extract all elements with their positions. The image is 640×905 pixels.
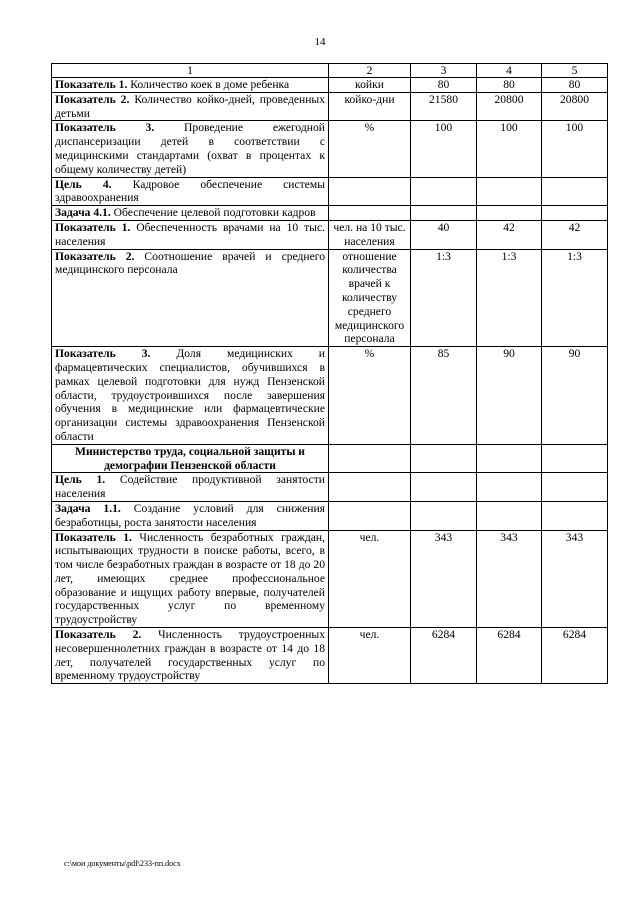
indicator-label: Показатель 3.: [55, 121, 155, 135]
indicator-cell: [52, 206, 329, 221]
table-row: [52, 78, 608, 93]
table-row: [52, 249, 608, 347]
value-cell: 1:3: [411, 249, 477, 347]
indicator-text: Содействие продуктивной занятости населения: [55, 473, 325, 501]
unit-cell: [329, 501, 411, 530]
indicator-cell: [52, 628, 329, 684]
value-cell: 1:3: [477, 249, 542, 347]
table-row: [52, 530, 608, 628]
table-row: [52, 121, 608, 177]
unit-cell: чел.: [329, 628, 411, 684]
value-cell: 90: [542, 347, 608, 445]
value-cell: 85: [411, 347, 477, 445]
value-cell: 100: [542, 121, 608, 177]
unit-cell: чел.: [329, 530, 411, 628]
value-cell: 20800: [477, 92, 542, 121]
value-cell: 100: [477, 121, 542, 177]
value-cell: 42: [542, 220, 608, 249]
unit-cell: [329, 177, 411, 206]
indicator-label: Задача 1.1.: [55, 501, 121, 515]
value-cell: [477, 177, 542, 206]
indicator-cell: [52, 177, 329, 206]
indicator-cell: [52, 530, 329, 628]
value-cell: 6284: [477, 628, 542, 684]
indicator-label: Показатель 1.: [55, 220, 131, 234]
table-row: [52, 220, 608, 249]
value-cell: [542, 206, 608, 221]
value-cell: [542, 501, 608, 530]
unit-cell: чел. на 10 тыс. населения: [329, 220, 411, 249]
empty-cell: [411, 444, 477, 473]
value-cell: [411, 501, 477, 530]
indicator-text: Обеспечение целевой подготовки кадров: [110, 206, 316, 220]
unit-cell: отношение количества врачей к количеству среднего медицинского персонала: [329, 249, 411, 347]
value-cell: 90: [477, 347, 542, 445]
value-cell: 21580: [411, 92, 477, 121]
indicator-cell: [52, 78, 329, 93]
indicator-text: Доля медицинских и фармацевтических специалистов, обучившихся в рамках целевой подготовки для нужд Пензенской области, трудоустроившихся после завершения обучения в медицинские или фармацевтические организации системы здравоохранения Пензенской области: [55, 347, 325, 443]
indicator-text: Численность безработных граждан, испытывающих трудности в поиске работы, всего, в том числе безработных граждан в возрасте от 18 до 20 лет, имеющих среднее профессиональное образование и ищущих работу впервые, получателей государственных услуг по временному трудоустройству: [55, 530, 326, 627]
table-header-row: [52, 64, 608, 78]
indicator-text: Соотношение врачей и среднего медицинского персонала: [55, 249, 326, 277]
indicator-text: Количество койко-дней, проведенных детьми: [55, 92, 325, 120]
value-cell: [477, 473, 542, 502]
value-cell: 100: [411, 121, 477, 177]
value-cell: 20800: [542, 92, 608, 121]
indicator-cell: [52, 92, 329, 121]
value-cell: 6284: [411, 628, 477, 684]
table-row: [52, 501, 608, 530]
indicator-text: Количество коек в доме ребенка: [127, 78, 290, 91]
table-row: [52, 473, 608, 502]
header-cell: 2: [329, 64, 411, 78]
empty-cell: [542, 444, 608, 473]
value-cell: 80: [542, 78, 608, 93]
indicator-cell: [52, 473, 329, 502]
section-heading-row: [52, 444, 608, 473]
unit-cell: %: [329, 347, 411, 445]
indicator-label: Показатель 1.: [55, 530, 132, 544]
indicator-label: Показатель 2.: [55, 628, 142, 642]
value-cell: 80: [411, 78, 477, 93]
value-cell: 1:3: [542, 249, 608, 347]
value-cell: [542, 177, 608, 206]
indicator-cell: [52, 347, 329, 445]
value-cell: 40: [411, 220, 477, 249]
indicator-cell: [52, 121, 329, 177]
table-row: [52, 347, 608, 445]
page-number: 14: [314, 36, 326, 48]
unit-cell: койки: [329, 78, 411, 93]
value-cell: 80: [477, 78, 542, 93]
table-row: [52, 177, 608, 206]
indicator-label: Цель 4.: [55, 177, 112, 191]
indicator-label: Показатель 1.: [55, 78, 128, 91]
unit-cell: койко-дни: [329, 92, 411, 121]
indicator-text: Создание условий для снижения безработицы, роста занятости населения: [55, 501, 325, 529]
value-cell: [477, 501, 542, 530]
unit-cell: [329, 206, 411, 221]
indicator-label: Показатель 3.: [55, 347, 151, 361]
empty-cell: [329, 444, 411, 473]
indicator-text: Проведение ежегодной диспансеризации детей в соответствии с медицинскими стандартами (охват в процентах к общему количеству детей): [55, 121, 325, 176]
value-cell: 343: [411, 530, 477, 628]
empty-cell: [477, 444, 542, 473]
indicator-cell: [52, 249, 329, 347]
value-cell: [411, 473, 477, 502]
header-cell: 3: [411, 64, 477, 78]
value-cell: [477, 206, 542, 221]
table-row: [52, 628, 608, 684]
indicator-text: Кадровое обеспечение системы здравоохранения: [55, 177, 325, 205]
header-cell: 1: [52, 64, 329, 78]
indicator-text: Обеспеченность врачами на 10 тыс. населения: [55, 220, 326, 248]
value-cell: 6284: [542, 628, 608, 684]
indicator-cell: [52, 501, 329, 530]
value-cell: 42: [477, 220, 542, 249]
header-cell: 4: [477, 64, 542, 78]
indicator-text: Численность трудоустроенных несовершеннолетних граждан в возрасте от 14 до 18 лет, получателей государственных услуг по временному трудоустройству: [55, 628, 326, 683]
header-cell: 5: [542, 64, 608, 78]
indicator-label: Показатель 2.: [55, 249, 135, 263]
unit-cell: %: [329, 121, 411, 177]
table-row: [52, 206, 608, 221]
indicator-label: Задача 4.1.: [55, 206, 111, 220]
indicator-label: Показатель 2.: [55, 92, 130, 106]
unit-cell: [329, 473, 411, 502]
value-cell: 343: [542, 530, 608, 628]
file-path-footer: c:\мои документы\pdf\233-пп.docx: [64, 859, 181, 868]
value-cell: [411, 206, 477, 221]
value-cell: [542, 473, 608, 502]
indicator-cell: [52, 220, 329, 249]
section-heading: Министерство труда, социальной защиты и демографии Пензенской области: [52, 444, 329, 473]
value-cell: [411, 177, 477, 206]
table-row: [52, 92, 608, 121]
value-cell: 343: [477, 530, 542, 628]
indicators-table: [51, 63, 608, 684]
indicator-label: Цель 1.: [55, 473, 106, 487]
